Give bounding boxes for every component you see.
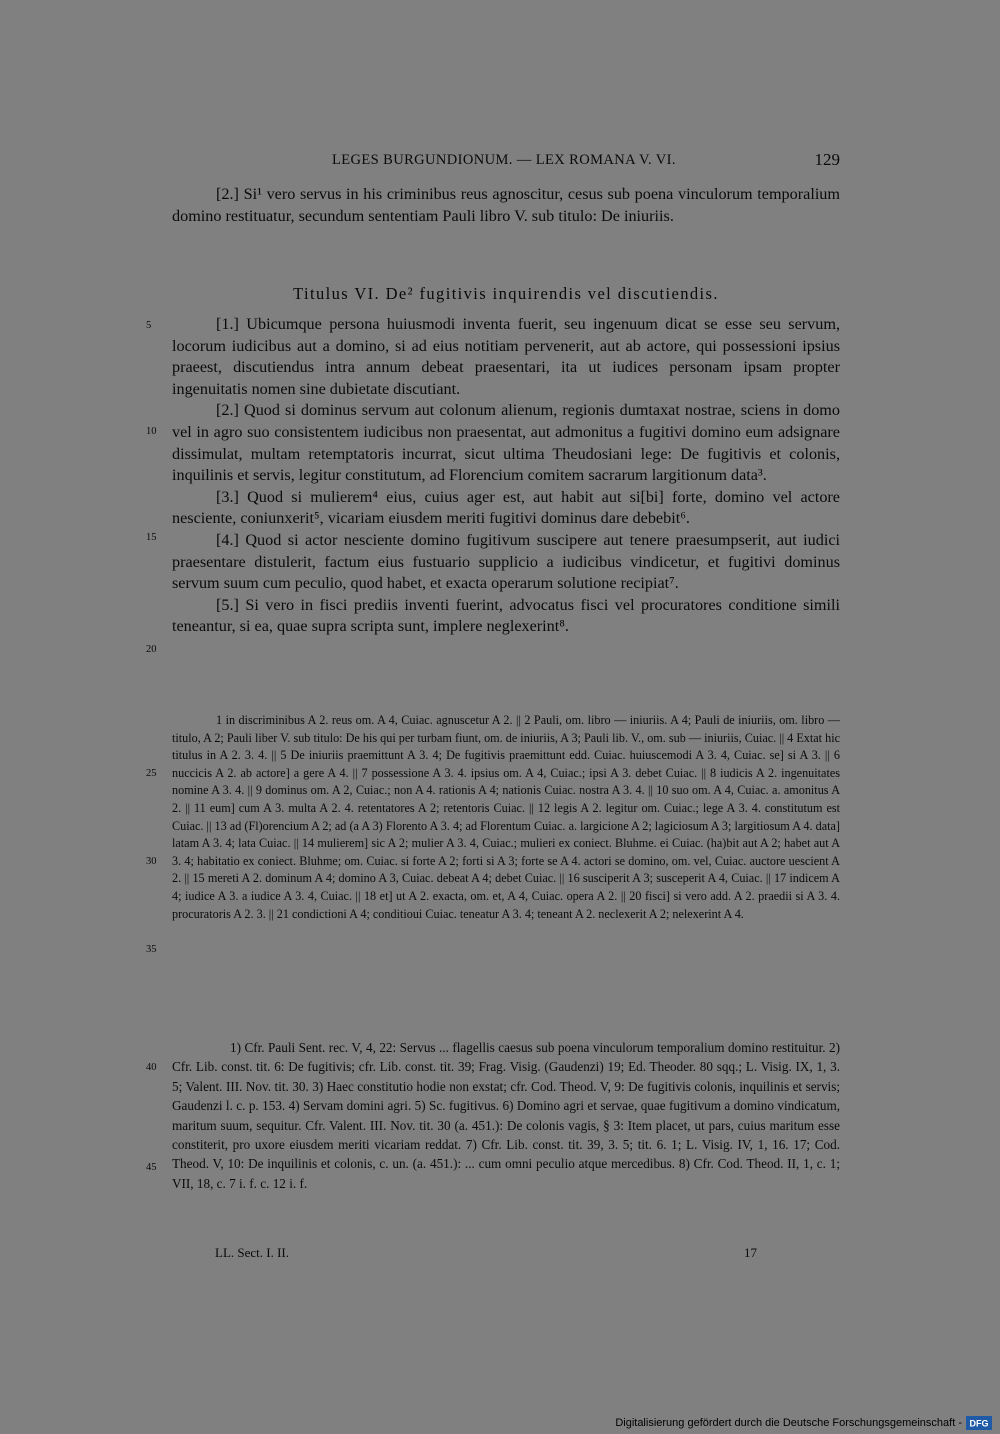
funding-text: Digitalisierung gefördert durch die Deutsche Forschungsgemeinschaft -	[615, 1417, 962, 1429]
running-header	[172, 152, 840, 176]
main-text	[172, 314, 840, 638]
body-paragraph: [2.] Si¹ vero servus in his criminibus reus agnoscitur, cesus sub poena vinculorum temporalium domino restituatur, secundum sententiam Pauli libro V. sub titulo: De iniuriis.	[172, 185, 840, 225]
signature-mark: LL. Sect. I. II.	[215, 1245, 290, 1260]
body-paragraph: [1.] Ubicumque persona huiusmodi inventa fuerit, seu ingenuum dicat se esse seu servum, locorum iudicibus aut a domino, si ad eius notitiam pervenerit, aut ab actore, qui possessioni ipsius praeest, discutiendus intra annum debeat praesentari, ita ut iudices personam ipsam propter ingenuitatis nomen sine dubietate discutiant.	[172, 315, 840, 398]
paragraph-2-previous-title	[172, 184, 840, 227]
line-number: 30	[146, 856, 157, 867]
body-paragraph: [5.] Si vero in fisci prediis inventi fuerint, advocatus fisci vel procuratores conditione simili teneantur, si ea, quae supra scripta sunt, implere neglexerint⁸.	[172, 595, 840, 636]
body-paragraph: [2.] Quod si dominus servum aut colonum alienum, regionis dumtaxat nostrae, sciens in domo vel in agro suo consistentem iudicibus non praesentat, aut admonitus a fugitivi domino eum adsignare dissimulat, multam retemptatoris incurrat, sicut ultima Theudosiani lege: De fugitivis et colonis, inquilinis et servis, legitur constitutum, ad Florencium comitem sacrarum largitionum data³.	[172, 401, 840, 485]
body-paragraph: [3.] Quod si mulierem⁴ eius, cuius ager est, aut habit aut si[bi] forte, domino vel actore nesciente, coniunxerit⁵, vicariam eiusdem meriti fugitivi dominus dare debebit⁶.	[172, 487, 840, 528]
line-number: 5	[146, 320, 152, 331]
line-number: 45	[146, 1162, 157, 1173]
page-number: 129	[814, 150, 840, 169]
line-number: 15	[146, 532, 157, 543]
dfg-logo-icon	[966, 1416, 992, 1430]
critical-apparatus: 1 in discriminibus A 2. reus om. A 4, Cuiac. agnuscetur A 2. || 2 Pauli, om. libro — iniuriis. A 4; Pauli de iniuriis, om. libro — titulo, A 2; Pauli liber V. sub titulo: De his qui per turbam fiunt, om. de iniuriis, A 3; Pauli lib. V., om. sub — iniuriis, Cuiac. || 4 Extat hic titulus in A 2. 3. 4. || 5 De iniuriis praemittunt A 3. 4; De fugitivis praemittunt edd. Cuiac. huiuscemodi A 3. 4, Cuiac. se] si A 3. || 6 nuccicis A 2. ab actore] a gere A 4. || 7 possessione A 3. 4. ipsius om. A 4, Cuiac.; ipsi A 3. debet Cuiac. || 8 iudicis A 2. ingenuitates nomine A 3. 4. || 9 dominus om. A 2, Cuiac.; non A 4. rationis A 4; nationis Cuiac. nostra A 3. 4. || 10 suo om. A 4, Cuiac. a. amonitus A 2. || 11 eum] cum A 3. multa A 2. 4. retentatores A 2; retentoris Cuiac. || 12 legis A 2. legitur om. Cuiac.; lege A 3. 4. constitutum est Cuiac. || 13 ad (Fl)orencium A 2; ad (a A 3) Florento A 3. 4; ad Florentum Cuiac. a. largicione A 2; lagiciosum A 3; largitiosum A 4. data] latam A 3. 4; lata Cuiac. || 14 mulierem] sic A 2; mulier A 3. 4, Cuiac.; mulieri ex coniect. Bluhme. ei Cuiac. (ha)bit aut A 2; habet aut A 3. 4; habitatio ex coniect. Bluhme; om. Cuiac. si forte A 2; forti si A 3; forte se A 4. actori se domino, om. vel, Cuiac. auctore uescient A 2. || 15 mereti A 2. dominum A 4; domino A 3, Cuiac. debeat A 4; debet Cuiac. || 16 susciperit A 3; susceperit A 4, Cuiac. || 17 indicem A 4; iudice A 3. a iudice A 3. 4, Cuiac. || 18 et] ut A 2. exacta, om. et, A 4, Cuiac. opera A 2. || 20 fisci] si vero add. A 2. praedii si A 3. 4. procuratoris A 2. 3. || 21 condictioni A 4; conditioui Cuiac. teneatur A 3. 4; teneant A 2. neclexerit A 2; nelexerint A 4.	[172, 713, 840, 921]
line-number: 35	[146, 944, 157, 955]
section-title: Titulus VI. De² fugitivis inquirendis vel discutiendis.	[293, 284, 719, 303]
svg-text:DFG: DFG	[969, 1418, 989, 1429]
funding-note	[615, 1416, 992, 1430]
line-number: 40	[146, 1062, 157, 1073]
running-title: LEGES BURGUNDIONUM. — LEX ROMANA V. VI.	[332, 152, 676, 168]
line-number: 20	[146, 644, 157, 655]
line-number: 25	[146, 768, 157, 779]
line-number: 10	[146, 426, 157, 437]
footnotes: 1) Cfr. Pauli Sent. rec. V, 4, 22: Servus ... flagellis caesus sub poena vinculorum temporalium domino restituitur. 2) Cfr. Lib. const. tit. 6: De fugitivis; cfr. Lib. const. tit. 39; Frag. Visig. (Gaudenzi) 19; Ed. Theoder. 80 sqq.; L. Visig. IX, 1, 3. 5; Valent. III. Nov. tit. 30. 3) Haec constitutio hodie non exstat; cfr. Cod. Theod. V, 9: De fugitivis colonis, inquilinis et servis; Gaudenzi l. c. p. 153. 4) Servam domini agri. 5) Sc. fugitivus. 6) Domino agri et servae, quae fugitivum a domino vindicatum, maritum suum, sequitur. Cfr. Valent. III. Nov. tit. 30 (a. 451.): De colonis vagis, § 3: Item placet, ut pars, cuius maritum esse constiterit, pro uxore eiusdem meriti vicariam reddat. 7) Cfr. Lib. const. tit. 39, 3. 5; tit. 6. 1; L. Visig. IV, 1, 16. 17; Cod. Theod. V, 10: De inquilinis et colonis, c. un. (a. 451.): ... cum omni peculio atque mercedibus. 8) Cfr. Cod. Theod. II, 1, c. 1; VII, 18, c. 7 i. f. c. 12 i. f.	[172, 1040, 840, 1191]
sheet-number: 17	[744, 1245, 757, 1260]
body-paragraph: [4.] Quod si actor nesciente domino fugitivum suscipere aut tenere praesumpserit, aut iudici praesentare distulerit, factum eius fustuario supplicio a iudicibus vindicetur, et fugitivi dominus servum suum cum peculio, quod habet, et exacta operarum solutione recipiat⁷.	[172, 530, 840, 593]
